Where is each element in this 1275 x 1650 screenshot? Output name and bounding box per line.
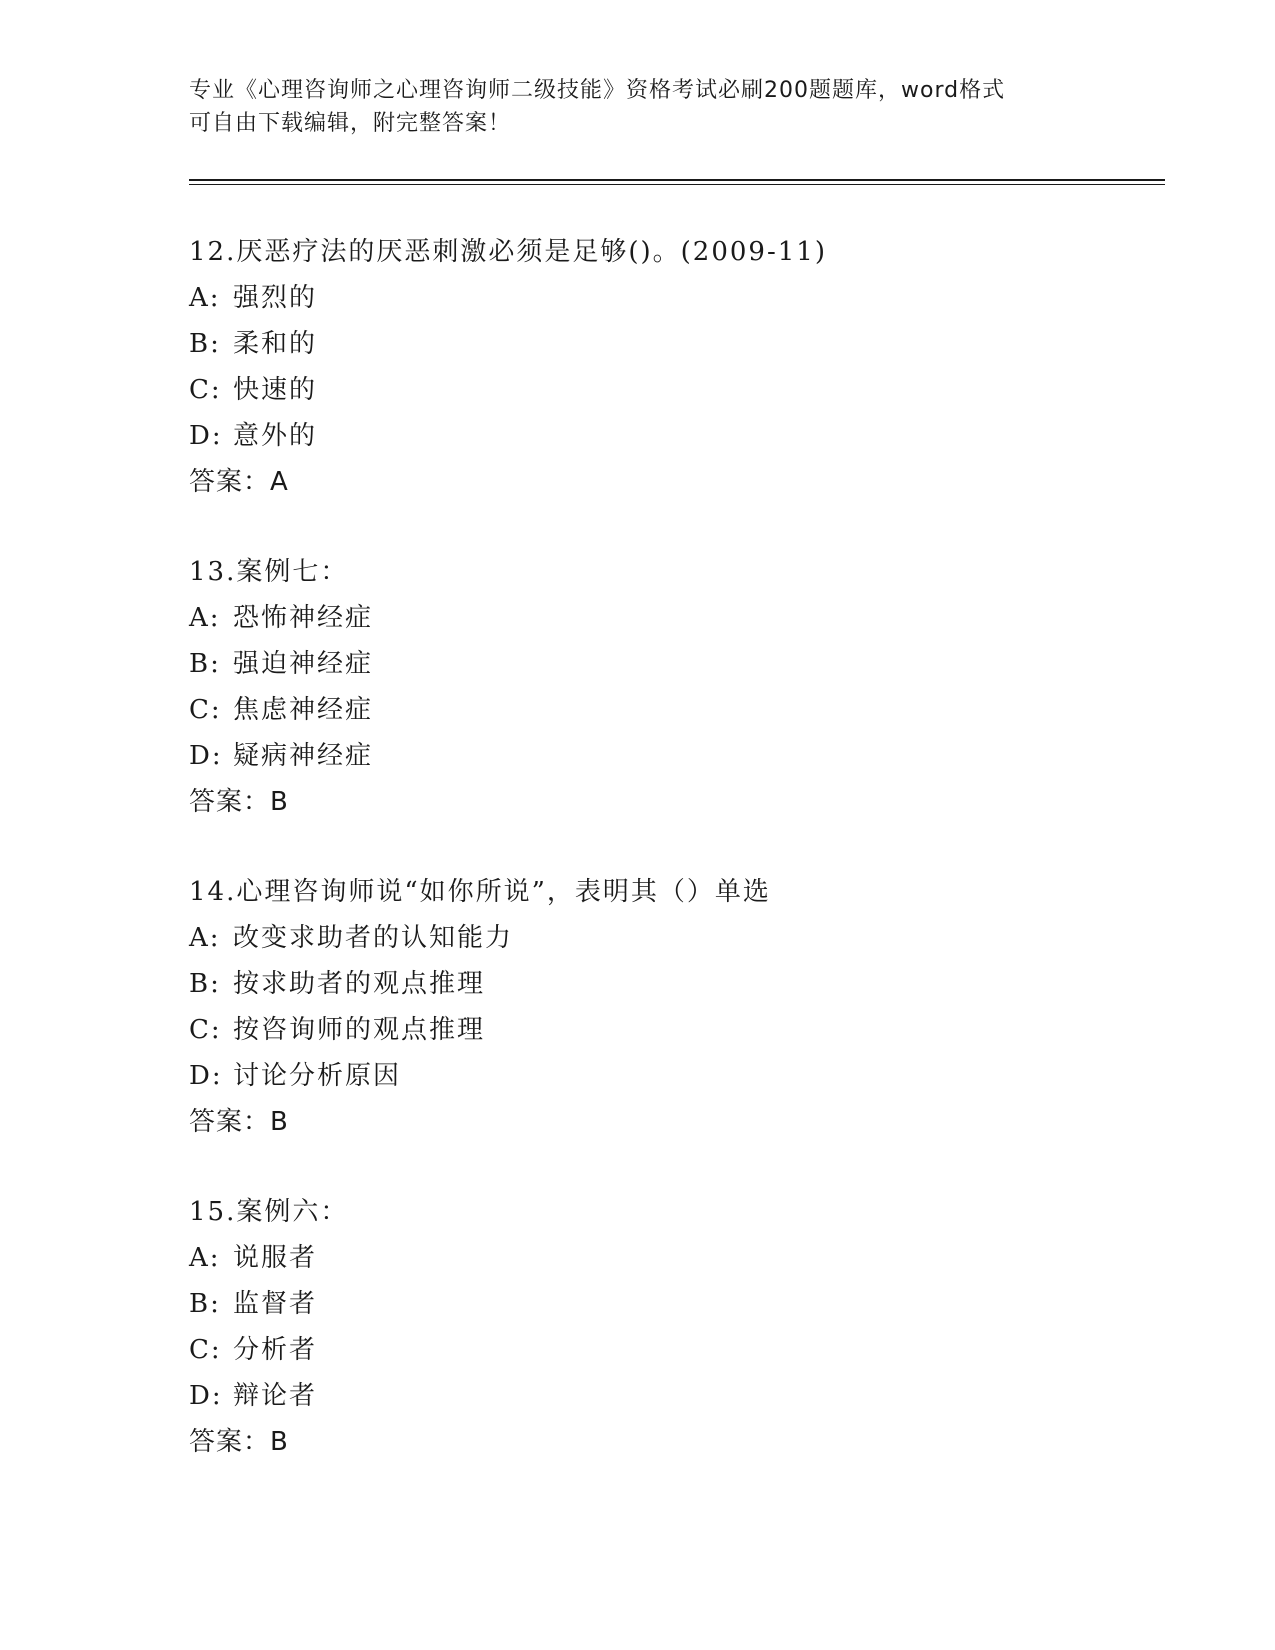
option-text: 快速的 (233, 375, 318, 405)
question-14 (189, 869, 1149, 1145)
option-b (189, 1281, 1149, 1327)
header-divider (189, 179, 1165, 181)
option-text: 焦虑神经症 (233, 695, 374, 725)
option-b (189, 641, 1149, 687)
option-text: 强迫神经症 (233, 649, 374, 679)
option-b (189, 961, 1149, 1007)
option-text: 柔和的 (233, 329, 318, 359)
option-text: 意外的 (233, 421, 318, 451)
option-a (189, 915, 1149, 961)
question-title: 13.案例七： (189, 557, 349, 587)
option-letter: D: (189, 421, 223, 451)
option-c (189, 1007, 1149, 1053)
option-a (189, 595, 1149, 641)
option-d (189, 1053, 1149, 1099)
question-15 (189, 1189, 1149, 1465)
option-text: 改变求助者的认知能力 (233, 923, 514, 953)
option-b (189, 321, 1149, 367)
option-letter: A: (189, 1243, 221, 1273)
option-text: 按咨询师的观点推理 (233, 1015, 486, 1045)
option-d (189, 733, 1149, 779)
option-a (189, 1235, 1149, 1281)
answer: 答案：B (189, 1107, 289, 1137)
question-title: 15.案例六： (189, 1197, 349, 1227)
option-letter: C: (189, 1015, 222, 1045)
option-a (189, 275, 1149, 321)
option-letter: D: (189, 1381, 223, 1411)
option-letter: C: (189, 375, 222, 405)
option-c (189, 687, 1149, 733)
answer: 答案：A (189, 467, 289, 497)
option-letter: B: (189, 329, 221, 359)
option-letter: D: (189, 741, 223, 771)
option-text: 恐怖神经症 (233, 603, 374, 633)
question-13 (189, 549, 1149, 825)
option-letter: B: (189, 969, 221, 999)
header-divider-thin (189, 184, 1165, 185)
option-letter: D: (189, 1061, 223, 1091)
header-line-2: 可自由下载编辑，附完整答案！ (189, 111, 512, 136)
option-text: 分析者 (233, 1335, 318, 1365)
option-text: 说服者 (233, 1243, 318, 1273)
answer: 答案：B (189, 1427, 289, 1457)
option-text: 疑病神经症 (233, 741, 374, 771)
option-letter: B: (189, 1289, 221, 1319)
option-text: 监督者 (233, 1289, 318, 1319)
question-title: 12.厌恶疗法的厌恶刺激必须是足够()。(2009-11) (189, 237, 827, 267)
option-c (189, 1327, 1149, 1373)
option-letter: A: (189, 283, 221, 313)
option-text: 按求助者的观点推理 (233, 969, 486, 999)
option-letter: A: (189, 923, 221, 953)
option-text: 辩论者 (233, 1381, 318, 1411)
question-12 (189, 229, 1149, 505)
option-d (189, 413, 1149, 459)
option-c (189, 367, 1149, 413)
option-d (189, 1373, 1149, 1419)
option-letter: C: (189, 1335, 222, 1365)
document-header (189, 74, 1069, 140)
option-text: 讨论分析原因 (233, 1061, 402, 1091)
header-line-1: 专业《心理咨询师之心理咨询师二级技能》资格考试必刷200题题库，word格式 (189, 78, 1006, 103)
option-letter: A: (189, 603, 221, 633)
answer: 答案：B (189, 787, 289, 817)
option-letter: B: (189, 649, 221, 679)
option-text: 强烈的 (233, 283, 318, 313)
option-letter: C: (189, 695, 222, 725)
question-title: 14.心理咨询师说“如你所说”，表明其（）单选 (189, 877, 771, 907)
